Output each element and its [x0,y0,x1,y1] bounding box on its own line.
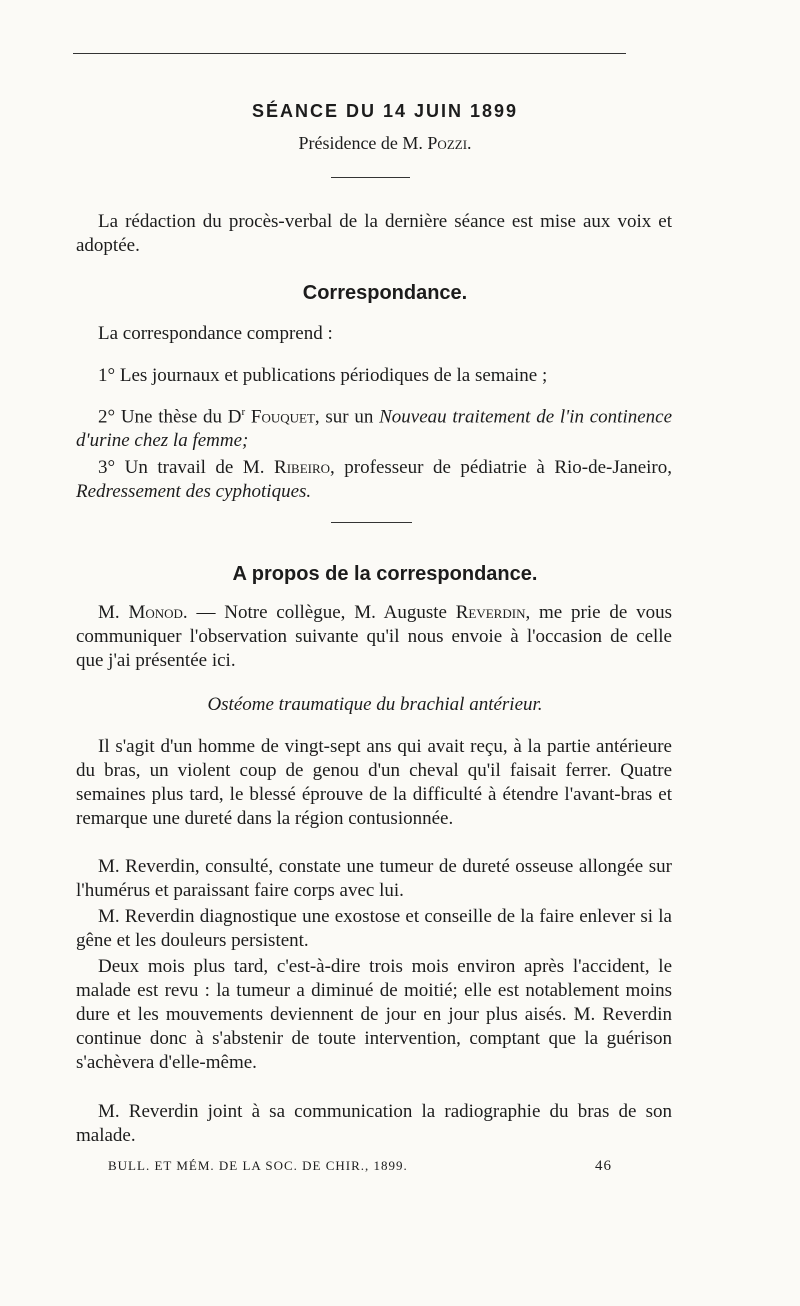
speaker-name: M. Monod. [98,602,188,623]
list-item-3 [76,456,672,504]
separator-rule [331,177,410,178]
page-number: 46 [595,1158,612,1174]
item2-superscript: r [241,406,246,418]
item2-title: Nouveau traitement de l'in continence d'urine chez la femme; [76,406,673,452]
observation-paragraph-5: M. Reverdin joint à sa communication la radiographie du bras de son malade. [76,1101,672,1146]
section-heading-propos: A propos de la correspondance. [232,563,538,585]
p1-text-a: — Notre collègue, M. Auguste [187,602,456,623]
observation-paragraph-1: Il s'agit d'un homme de vingt-sept ans qui avait reçu, à la partie antérieure du bras, un violent coup de genou d'un cheval qu'il faisait ferrer. Quatre semaines plus tard, le blessé éprouve de la difficulté à étendre l'avant-bras et remarque une dureté dans la région contusionnée. [76,736,672,829]
presidency-prefix: Présidence de M. [298,133,423,153]
section-heading-correspondance: Correspondance. [302,282,468,304]
president-name: Pozzi. [427,133,472,153]
item3-author: Ribeiro [274,457,331,478]
list-item-1: 1° Les journaux et publications périodiques de la semaine ; [98,365,548,386]
colleague-name: Reverdin [455,602,526,623]
session-heading: SÉANCE DU 14 JUIN 1899 [251,101,519,121]
footer-journal: BULL. ET MÉM. DE LA SOC. DE CHIR., 1899. [108,1158,408,1173]
presidency-line [0,133,770,154]
item2-author: Fouquet [250,406,315,428]
list-item-2 [76,400,672,453]
correspondance-lead: La correspondance comprend : [98,323,333,344]
item3-text: 3° Un travail de M. [98,457,275,478]
observation-paragraph-4: Deux mois plus tard, c'est-à-dire trois mois environ après l'accident, le malade est revu : la tumeur a diminué de moitié; elle est notablement moins dure et les mouvements deviennent de jour en jour plus aisés. M. Reverdin continue donc à s'abstenir de toute intervention, comptant que la guérison s'achèvera d'elle-même. [76,956,672,1073]
observation-paragraph-3: M. Reverdin diagnostique une exostose et conseille de la faire enlever si la gêne et les douleurs persistent. [76,906,672,951]
separator-rule [331,522,412,523]
p1-text-b: , me prie de vous communiquer l'observation suivante qu'il nous envoie à l'occasion de celle que j'ai présentée ici. [76,602,672,671]
observation-title: Ostéome traumatique du brachial antérieur. [207,694,543,715]
propos-paragraph-1 [76,601,672,673]
item3-title: Redressement des cyphotiques. [76,481,312,502]
intro-paragraph: La rédaction du procès-verbal de la dernière séance est mise aux voix et adoptée. [76,211,672,256]
item2-text-b: , sur un [314,406,380,428]
item2-text: 2° Une thèse du D [98,406,242,428]
top-rule [73,53,626,54]
item3-text-b: , professeur de pédiatrie à Rio-de-Janeiro, [330,457,672,478]
observation-paragraph-2: M. Reverdin, consulté, constate une tumeur de dureté osseuse allongée sur l'humérus et paraissant faire corps avec lui. [76,856,672,901]
